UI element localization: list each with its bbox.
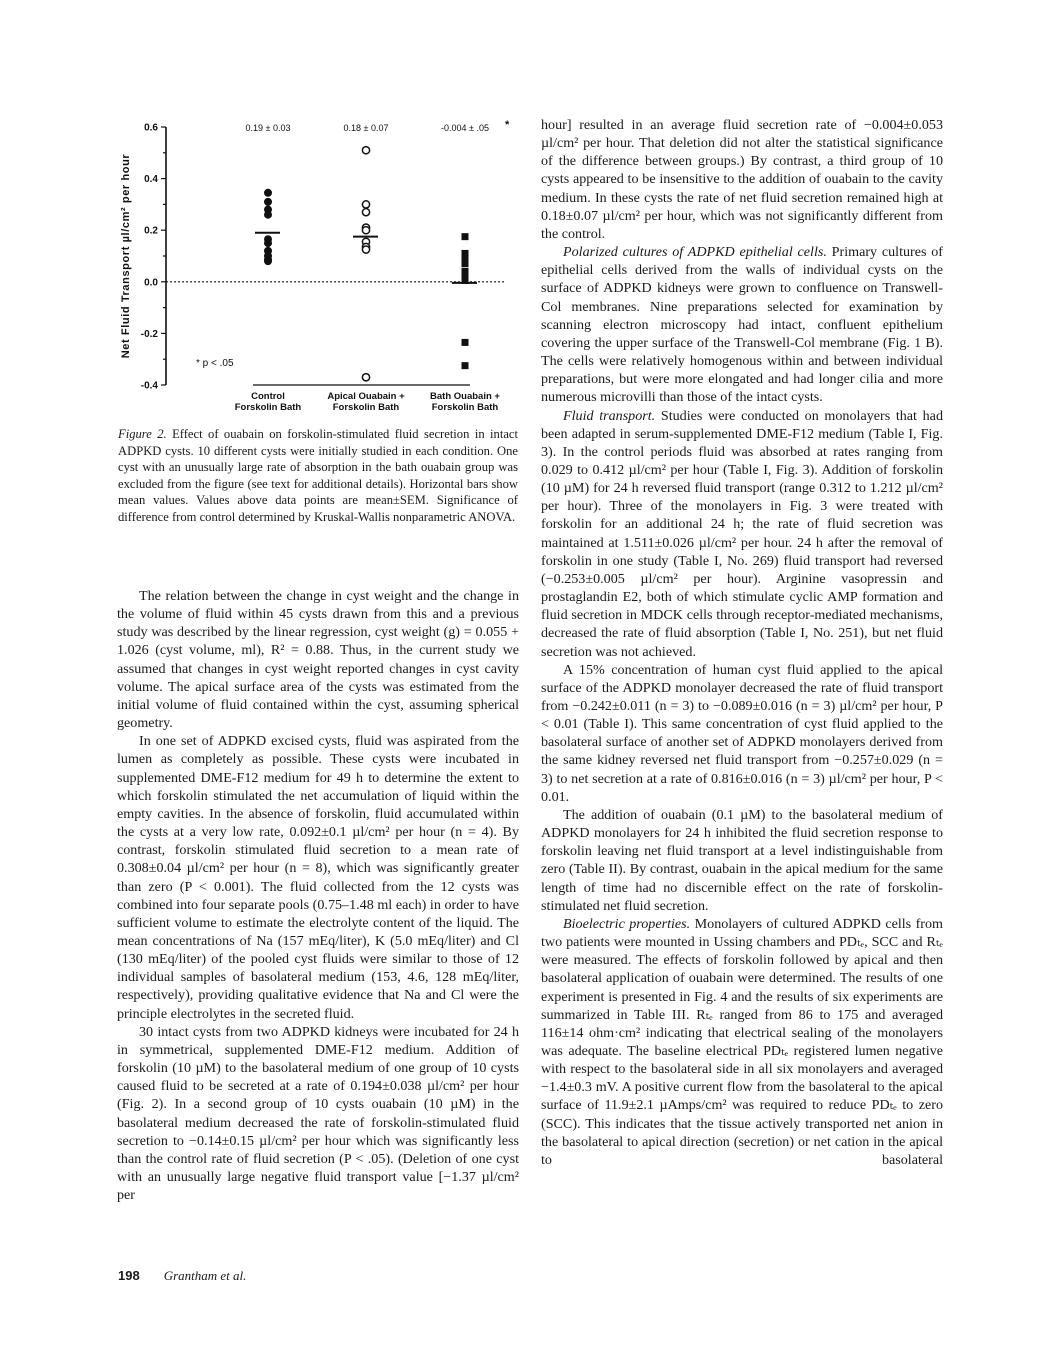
category-label: Forskolin Bath (234, 402, 302, 413)
y-tick-label: 0.6 (144, 122, 158, 134)
data-point (362, 246, 369, 253)
paragraph-text: Primary cultures of epithelial cells derived from the walls of individual cysts on the surface of ADPKD kidneys were grown to confluence on Transwell-Col membranes. Nine preparations selected for examination by scanning electron microscopy had intact, confluent epithelium covering the upper surface of the Transwell-Col membrane (Fig. 1 B). The cells were relatively homogenous within and between individual preparations, but were more elongated and had longer cilia and more numerous microvilli than those of the intact cysts. (541, 244, 943, 406)
running-head: Grantham et al. (163, 1268, 247, 1283)
category-label: Apical Ouabain + (327, 391, 405, 402)
group-summary-label: 0.19 ± 0.03 (245, 123, 291, 133)
paragraph (541, 915, 943, 1169)
significance-note: * p < .05 (196, 358, 234, 369)
paragraph: 30 intact cysts from two ADPKD kidneys were incubated for 24 h in symmetrical, supplemented DME-F12 medium. Addition of forskolin (10 µM) to the basolateral medium of one group of 10 cysts caused fluid to be secreted at a rate of 0.194±0.038 µl/cm² per hour (Fig. 2). In a second group of 10 cysts ouabain (10 µM) in the basolateral medium decreased the rate of forskolin-stimulated fluid secretion to −0.14±0.15 µl/cm² per hour which was significantly less than the control rate of fluid secretion (P < .05). (Deletion of one cyst with an unusually large negative fluid transport value [−1.37 µl/cm² per (117, 1023, 519, 1204)
page-number: 198 (118, 1268, 140, 1283)
significance-asterisk: * (505, 119, 510, 131)
y-tick-label: -0.4 (140, 380, 158, 392)
data-point (264, 198, 272, 206)
y-tick-label: 0.4 (144, 174, 158, 186)
data-point (462, 260, 469, 267)
y-tick-label: -0.2 (140, 328, 158, 340)
data-point (264, 189, 272, 197)
y-tick-label: 0.0 (144, 277, 158, 289)
data-point (264, 257, 272, 265)
category-label: Control (251, 391, 285, 402)
section-heading: Bioelectric properties. (563, 915, 691, 932)
data-point (362, 374, 369, 381)
section-heading: Polarized cultures of ADPKD epithelial cells. (563, 244, 827, 261)
paragraph-text: Studies were conducted on monolayers that had been adapted in serum-supplemented DME-F12 medium (Table I, Fig. 3). In the control periods fluid was absorbed at rates ranging from 0.029 to 0.412 µl/cm² per hour (Table I, Fig. 3). Addition of forskolin (10 µM) for 24 h reversed fluid transport (range 0.312 to 1.212 µl/cm² per hour). Three of the monolayers in Fig. 3 were treated with forskolin for an additional 24 h; the rate of fluid secretion was maintained at 1.511±0.026 µl/cm² per hour. 24 h after the removal of forskolin in one study (Table I, No. 269) fluid transport had reversed (−0.253±0.005 µl/cm² per hour). Arginine vasopressin and prostaglandin E2, both of which stimulate cyclic AMP formation and fluid secretion in MDCK cells through receptor-mediated mechanisms, decreased the rate of fluid absorption (Table I, No. 251), but net fluid secretion was not achieved. (541, 407, 943, 660)
page-footer (118, 1268, 246, 1284)
data-point (264, 239, 272, 247)
data-point (462, 233, 469, 240)
category-label: Bath Ouabain + (430, 391, 500, 402)
data-point (264, 211, 272, 219)
left-text-column (117, 587, 519, 1204)
data-point (362, 201, 369, 208)
paragraph: In one set of ADPKD excised cysts, fluid was aspirated from the lumen as completely as possible. These cysts were incubated in supplemented DME-F12 medium for 49 h to determine the extent to which forskolin stimulated the net accumulation of liquid within the empty cavities. In the absence of forskolin, fluid accumulated within the cysts at a very low rate, 0.092±0.1 µl/cm² per hour (n = 4). By contrast, forskolin stimulated fluid secretion to a mean rate of 0.308±0.04 µl/cm² per hour (n = 8), which was significantly greater than zero (P < 0.001). The fluid collected from the 12 cysts was combined into four separate pools (0.75–1.48 ml each) in order to have sufficient volume to estimate the electrolyte content of the liquid. The mean concentrations of Na (157 mEq/liter), K (5.0 mEq/liter) and Cl (130 mEq/liter) of the pooled cyst fluids were similar to those of 12 individual samples of basolateral medium (153, 4.6, 128 mEq/liter, respectively), providing qualitative evidence that Na and Cl were the principle electrolytes in the secreted fluid. (117, 733, 519, 1022)
category-label: Forskolin Bath (332, 402, 400, 413)
paragraph-text: Monolayers of cultured ADPKD cells from two patients were mounted in Ussing chambers and PDₜₑ, SCC and Rₜₑ were measured. The effects of forskolin followed by apical and then basolateral application of ouabain were determined. The results of one experiment is presented in Fig. 4 and the results of six experiments are summarized in Table III. Rₜₑ ranged from 86 to 175 and averaged 116±14 ohm·cm² indicating that electrical sealing of the monolayers was adequate. The baseline electrical PDₜₑ registered lumen negative with respect to the basolateral side in all six monolayers and averaged −1.4±0.3 mV. A positive current flow from the basolateral to the apical surface of 11.9±2.1 µAmps/cm² was required to reduce PDₜₑ to zero (SCC). This indicates that the tissue actively transported net anion in the basolateral to apical direction (secretion) or net cation in the apical to basolateral (541, 915, 943, 1168)
data-point (362, 227, 369, 234)
paragraph: The addition of ouabain (0.1 µM) to the basolateral medium of ADPKD monolayers for 24 h inhibited the fluid secretion response to forskolin leaving net fluid transport at a level indistinguishable from zero (Table II). By contrast, ouabain in the apical medium for the same length of time had no discernible effect on the rate of forskolin-stimulated net fluid secretion. (541, 806, 943, 914)
data-point (362, 209, 369, 216)
y-axis-label: Net Fluid Transport µl/cm² per hour (120, 153, 132, 359)
paragraph (541, 243, 943, 406)
caption-label: Figure 2. (118, 427, 167, 441)
caption-text: Effect of ouabain on forskolin-stimulated fluid secretion in intact ADPKD cysts. 10 different cysts were initially studied in each condition. One cyst with an unusually large rate of absorption in the bath ouabain group was excluded from the figure (see text for additional details). Horizontal bars show mean values. Values above data points are mean±SEM. Significance of difference from control determined by Kruskal-Wallis nonparametric ANOVA. (118, 427, 518, 524)
paragraph: hour] resulted in an average fluid secretion rate of −0.004±0.053 µl/cm² per hour. That deletion did not alter the statistical significance of the difference between groups.) By contrast, a third group of 10 cysts appeared to be insensitive to the addition of ouabain to the cavity medium. In these cysts the rate of net fluid secretion remained high at 0.18±0.07 µl/cm² per hour, which was not significantly different from the control. (541, 117, 943, 242)
right-text-column (541, 116, 943, 1169)
group-summary-label: -0.004 ± .05 (441, 123, 489, 133)
paragraph: The relation between the change in cyst weight and the change in the volume of fluid within 45 cysts drawn from this and a previous study was described by the linear regression, cyst weight (g) = 0.055 + 1.026 (cyst volume, ml), R² = 0.88. Thus, in the current study we assumed that changes in cyst weight reported changes in cyst cavity volume. The apical surface area of the cysts was estimated from the initial volume of fluid contained within the cyst, assuming spherical geometry. (117, 588, 519, 732)
figure-caption (118, 426, 518, 526)
paragraph: A 15% concentration of human cyst fluid applied to the apical surface of the ADPKD monolayer decreased the rate of fluid transport from −0.242±0.011 (n = 3) to −0.089±0.016 (n = 3) µl/cm² per hour, P < 0.01 (Table I). This same concentration of cyst fluid applied to the basolateral surface of another set of ADPKD monolayers derived from the same kidney reversed net fluid transport from −0.257±0.029 (n = 3) to net secretion at a rate of 0.816±0.016 (n = 3) µl/cm² per hour, P < 0.01. (541, 661, 943, 805)
paragraph (541, 407, 943, 661)
y-tick-label: 0.2 (144, 225, 158, 237)
section-heading: Fluid transport. (563, 407, 656, 424)
data-point (462, 362, 469, 369)
data-point (462, 339, 469, 346)
group-summary-label: 0.18 ± 0.07 (343, 123, 389, 133)
category-label: Forskolin Bath (431, 402, 499, 413)
data-point (362, 147, 369, 154)
